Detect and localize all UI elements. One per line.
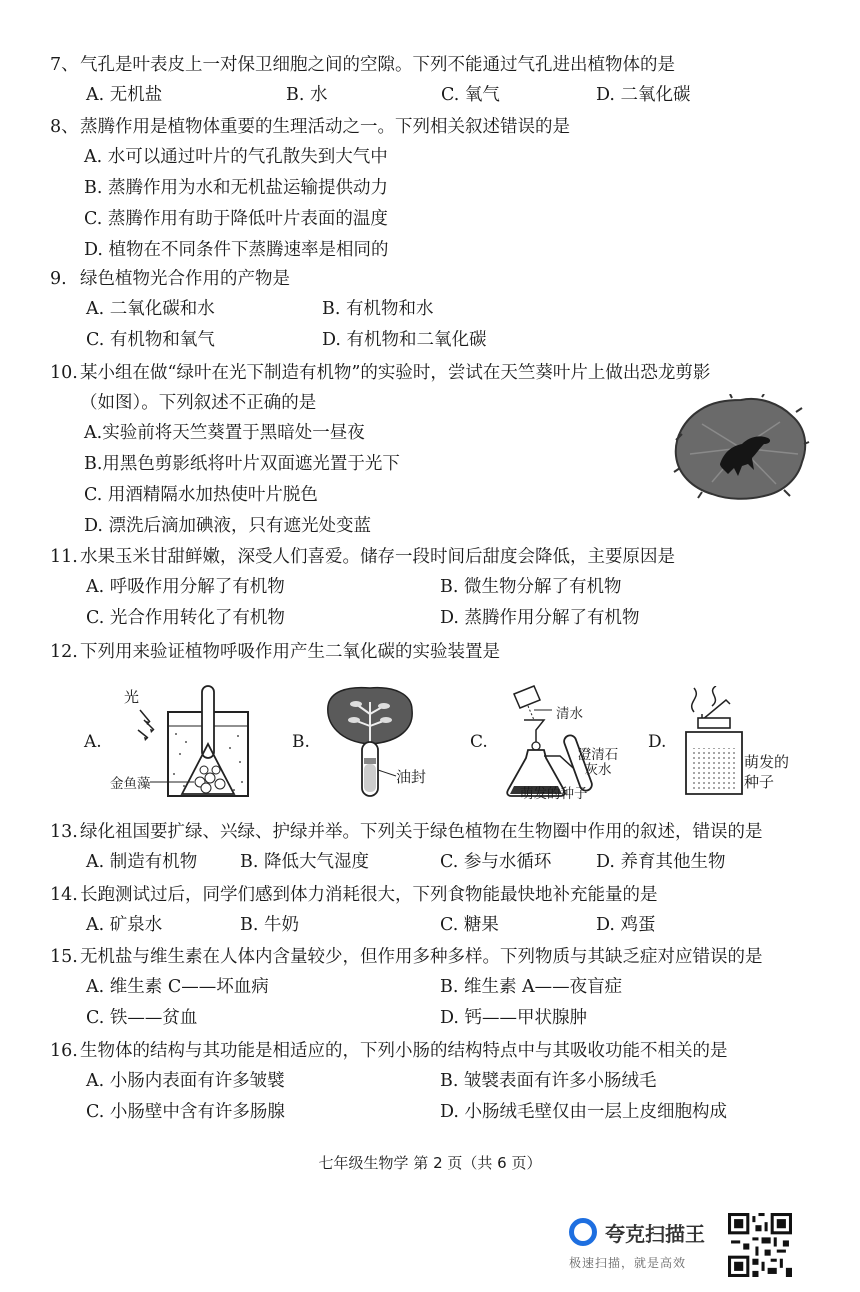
question-stem-continued: （如图）。下列叙述不正确的是 bbox=[80, 393, 317, 413]
option-b[interactable]: B. 皱襞表面有许多小肠绒毛 bbox=[440, 1071, 657, 1091]
option-d[interactable]: D. 小肠绒毛壁仅由一层上皮细胞构成 bbox=[440, 1102, 728, 1122]
figure-d-letter: D. bbox=[648, 732, 667, 752]
option-c[interactable]: C. 小肠壁中含有许多肠腺 bbox=[86, 1102, 285, 1122]
question-stem: 水果玉米甘甜鲜嫩，深受人们喜爱。储存一段时间后甜度会降低，主要原因是 bbox=[80, 547, 675, 567]
option-c[interactable]: C. 光合作用转化了有机物 bbox=[86, 608, 285, 628]
question-7 bbox=[50, 50, 820, 111]
question-stem: 气孔是叶表皮上一对保卫细胞之间的空隙。下列不能通过气孔进出植物体的是 bbox=[80, 55, 675, 75]
options-row bbox=[50, 972, 820, 1003]
question-number: 14. bbox=[50, 885, 78, 905]
figure-b-letter: B. bbox=[292, 732, 310, 752]
qr-code-icon bbox=[728, 1213, 792, 1277]
option-d[interactable]: D. 有机物和二氧化碳 bbox=[322, 330, 487, 350]
hydrilla-label: 金鱼藻 bbox=[110, 776, 151, 792]
options-row bbox=[50, 847, 820, 878]
option-a[interactable]: A. 二氧化碳和水 bbox=[86, 299, 215, 319]
question-stem: 长跑测试过后，同学们感到体力消耗很大，下列食物能最快地补充能量的是 bbox=[80, 885, 658, 905]
question-stem: 绿化祖国要扩绿、兴绿、护绿并举。下列关于绿色植物在生物圈中作用的叙述，错误的是 bbox=[80, 822, 763, 842]
seeds-d-label: 萌发的种子 bbox=[744, 753, 790, 791]
question-stem: 蒸腾作用是植物体重要的生理活动之一。下列相关叙述错误的是 bbox=[80, 117, 570, 137]
option-d[interactable]: D. 鸡蛋 bbox=[596, 915, 656, 935]
figure-c-letter: C. bbox=[470, 732, 488, 752]
question-number: 12. bbox=[50, 642, 78, 662]
question-15 bbox=[50, 942, 820, 1034]
option-d[interactable]: D. 漂洗后滴加碘液，只有遮光处变蓝 bbox=[84, 516, 372, 536]
option-b[interactable]: B. 蒸腾作用为水和无机盐运输提供动力 bbox=[84, 178, 388, 198]
question-number: 15. bbox=[50, 947, 78, 967]
question-13 bbox=[50, 817, 820, 878]
option-d[interactable]: D. 植物在不同条件下蒸腾速率是相同的 bbox=[84, 240, 389, 260]
question-16 bbox=[50, 1036, 820, 1128]
question-stem: 生物体的结构与其功能是相适应的，下列小肠的结构特点中与其吸收功能不相关的是 bbox=[80, 1041, 728, 1061]
light-label: 光 bbox=[124, 688, 140, 706]
oil-seal-label: 油封 bbox=[396, 768, 427, 786]
geranium-leaf-figure bbox=[672, 394, 810, 502]
option-b[interactable]: B. 微生物分解了有机物 bbox=[440, 577, 622, 597]
quark-logo-icon bbox=[569, 1218, 597, 1246]
option-c[interactable]: C. 氧气 bbox=[441, 85, 500, 105]
question-number: 9. bbox=[50, 269, 67, 289]
options-row bbox=[50, 603, 820, 634]
question-11 bbox=[50, 542, 820, 634]
question-number: 8、 bbox=[50, 117, 79, 137]
options-row bbox=[50, 1097, 820, 1128]
question-12 bbox=[50, 637, 820, 667]
option-b[interactable]: B. 牛奶 bbox=[240, 915, 299, 935]
option-d[interactable]: D. 二氧化碳 bbox=[596, 85, 691, 105]
question-number: 7、 bbox=[50, 55, 79, 75]
option-b[interactable]: B. 有机物和水 bbox=[322, 299, 434, 319]
question-number: 10. bbox=[50, 363, 78, 383]
option-a[interactable]: A. 无机盐 bbox=[86, 85, 163, 105]
option-a[interactable]: A. 维生素 C——坏血病 bbox=[86, 977, 269, 997]
question-stem: 下列用来验证植物呼吸作用产生二氧化碳的实验装置是 bbox=[80, 642, 500, 662]
option-a[interactable]: A. 小肠内表面有许多皱襞 bbox=[86, 1071, 285, 1091]
option-d[interactable]: D. 蒸腾作用分解了有机物 bbox=[440, 608, 640, 628]
option-b[interactable]: B.用黑色剪影纸将叶片双面遮光置于光下 bbox=[84, 454, 400, 474]
figure-a-letter: A. bbox=[84, 732, 102, 752]
question-14 bbox=[50, 880, 820, 941]
options-row bbox=[50, 572, 820, 603]
page-footer: 七年级生物学 第 2 页（共 6 页） bbox=[318, 1154, 542, 1172]
option-a[interactable]: A. 制造有机物 bbox=[86, 852, 198, 872]
option-a[interactable]: A. 水可以通过叶片的气孔散失到大气中 bbox=[84, 147, 388, 167]
options-row bbox=[50, 1066, 820, 1097]
question-number: 13. bbox=[50, 822, 78, 842]
seeds-c-label: 萌发的种子 bbox=[520, 786, 588, 802]
option-a[interactable]: A. 呼吸作用分解了有机物 bbox=[86, 577, 285, 597]
option-c[interactable]: C. 蒸腾作用有助于降低叶片表面的温度 bbox=[84, 209, 388, 229]
question-stem: 某小组在做“绿叶在光下制造有机物”的实验时，尝试在天竺葵叶片上做出恐龙剪影 bbox=[80, 363, 711, 383]
question-9 bbox=[50, 264, 820, 356]
option-a[interactable]: A.实验前将天竺葵置于黑暗处一昼夜 bbox=[84, 423, 365, 443]
option-d[interactable]: D. 钙——甲状腺肿 bbox=[440, 1008, 588, 1028]
options-row bbox=[50, 294, 820, 325]
option-c[interactable]: C. 有机物和氧气 bbox=[86, 330, 215, 350]
option-a[interactable]: A. 矿泉水 bbox=[86, 915, 163, 935]
option-c[interactable]: C. 参与水循环 bbox=[440, 852, 552, 872]
brand-name: 夸克扫描王 bbox=[605, 1222, 705, 1246]
options-row bbox=[50, 325, 820, 356]
limewater-label: 澄清石灰水 bbox=[577, 747, 619, 778]
option-c[interactable]: C. 铁——贫血 bbox=[86, 1008, 198, 1028]
option-b[interactable]: B. 降低大气湿度 bbox=[240, 852, 369, 872]
question-stem: 无机盐与维生素在人体内含量较少，但作用多种多样。下列物质与其缺乏症对应错误的是 bbox=[80, 947, 763, 967]
options-row bbox=[50, 1003, 820, 1034]
brand-slogan: 极速扫描，就是高效 bbox=[569, 1256, 687, 1270]
options-row bbox=[50, 80, 820, 111]
water-label: 清水 bbox=[556, 706, 583, 722]
option-c[interactable]: C. 用酒精隔水加热使叶片脱色 bbox=[84, 485, 318, 505]
options-row bbox=[50, 910, 820, 941]
question-stem: 绿色植物光合作用的产物是 bbox=[80, 269, 290, 289]
option-c[interactable]: C. 糖果 bbox=[440, 915, 499, 935]
question-8 bbox=[50, 112, 820, 266]
option-b[interactable]: B. 维生素 A——夜盲症 bbox=[440, 977, 623, 997]
option-b[interactable]: B. 水 bbox=[286, 85, 328, 105]
option-d[interactable]: D. 养育其他生物 bbox=[596, 852, 726, 872]
question-number: 11. bbox=[50, 547, 78, 567]
question-number: 16. bbox=[50, 1041, 78, 1061]
